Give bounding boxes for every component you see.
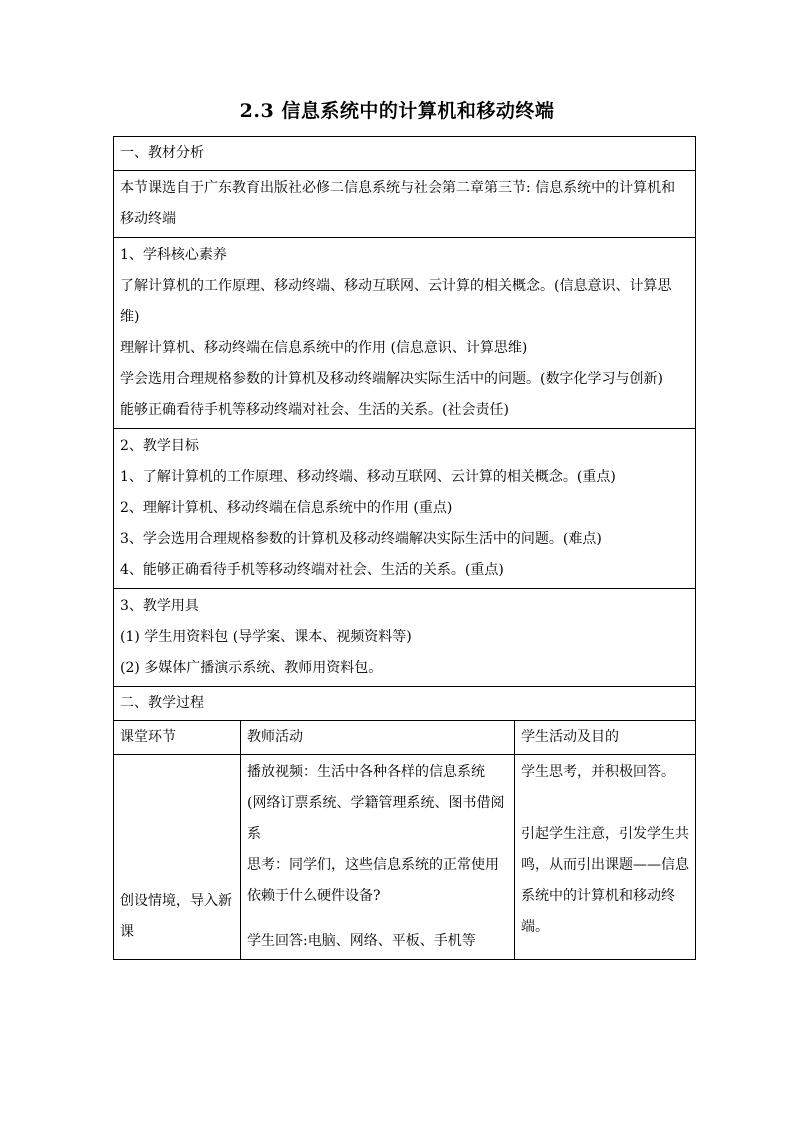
teacher-activity-line: 播放视频：生活中各种各样的信息系统 — [247, 764, 485, 780]
tools-item: (2) 多媒体广播演示系统、教师用资料包。 — [120, 660, 383, 676]
goals-heading: 2、教学目标 — [120, 438, 199, 454]
core-literacy-cell — [114, 238, 696, 429]
core-literacy-item: 理解计算机、移动终端在信息系统中的作用 (信息意识、计算思维) — [120, 340, 528, 356]
process-student-cell — [515, 755, 696, 960]
lesson-plan-table — [113, 136, 696, 960]
goals-item: 4、能够正确看待手机等移动终端对社会、生活的关系。(重点) — [120, 562, 504, 578]
process-teacher-cell — [241, 755, 515, 960]
goals-item: 2、理解计算机、移动终端在信息系统中的作用 (重点) — [120, 500, 453, 516]
tools-item: (1) 学生用资料包 (导学案、课本、视频资料等) — [120, 629, 412, 645]
teacher-activity-line: 学生回答:电脑、网络、平板、手机等 — [247, 933, 476, 949]
header-teacher-activity: 教师活动 — [241, 721, 515, 755]
process-stage-cell — [114, 755, 241, 960]
header-stage: 课堂环节 — [114, 721, 241, 755]
spacer — [521, 788, 689, 819]
tools-heading: 3、教学用具 — [120, 598, 199, 614]
goals-cell — [114, 429, 696, 589]
core-literacy-item: 能够正确看待手机等移动终端对社会、生活的关系。(社会责任) — [120, 402, 509, 418]
section-analysis-heading-row — [114, 137, 696, 171]
section-analysis-heading: 一、教材分析 — [114, 137, 696, 171]
core-literacy-heading: 1、学科核心素养 — [120, 247, 227, 263]
spacer — [247, 912, 508, 926]
header-student-activity: 学生活动及目的 — [515, 721, 696, 755]
goals-item: 1、了解计算机的工作原理、移动终端、移动互联网、云计算的相关概念。(重点) — [120, 469, 616, 485]
student-activity-line: 学生思考，并积极回答。 — [521, 764, 675, 780]
tools-row — [114, 589, 696, 687]
core-literacy-row — [114, 238, 696, 429]
teacher-activity-line: 思考：同学们，这些信息系统的正常使用依赖于什么硬件设备? — [247, 857, 499, 904]
goals-item: 3、学会选用合理规格参数的计算机及移动终端解决实际生活中的问题。(难点) — [120, 531, 602, 547]
teacher-activity-line: (网络订票系统、学籍管理系统、图书借阅系 — [247, 795, 505, 842]
tools-cell — [114, 589, 696, 687]
core-literacy-item: 了解计算机的工作原理、移动终端、移动互联网、云计算的相关概念。(信息意识、计算思维) — [120, 278, 672, 325]
section-analysis-body: 本节课选自于广东教育出版社必修二信息系统与社会第二章第三节: 信息系统中的计算机和移动终端 — [114, 171, 696, 238]
core-literacy-item: 学会选用合理规格参数的计算机及移动终端解决实际生活中的问题。(数字化学习与创新) — [120, 371, 663, 387]
process-header-row — [114, 721, 696, 755]
student-activity-line: 引起学生注意，引发学生共鸣，从而引出课题——信息系统中的计算机和移动终端。 — [521, 826, 689, 935]
goals-row — [114, 429, 696, 589]
section-process-heading-row — [114, 687, 696, 721]
page-title: 2.3 信息系统中的计算机和移动终端 — [239, 100, 555, 122]
section-process-heading: 二、教学过程 — [114, 687, 696, 721]
section-analysis-body-row — [114, 171, 696, 238]
process-stage: 创设情境，导入新课 — [120, 893, 232, 940]
process-row — [114, 755, 696, 960]
